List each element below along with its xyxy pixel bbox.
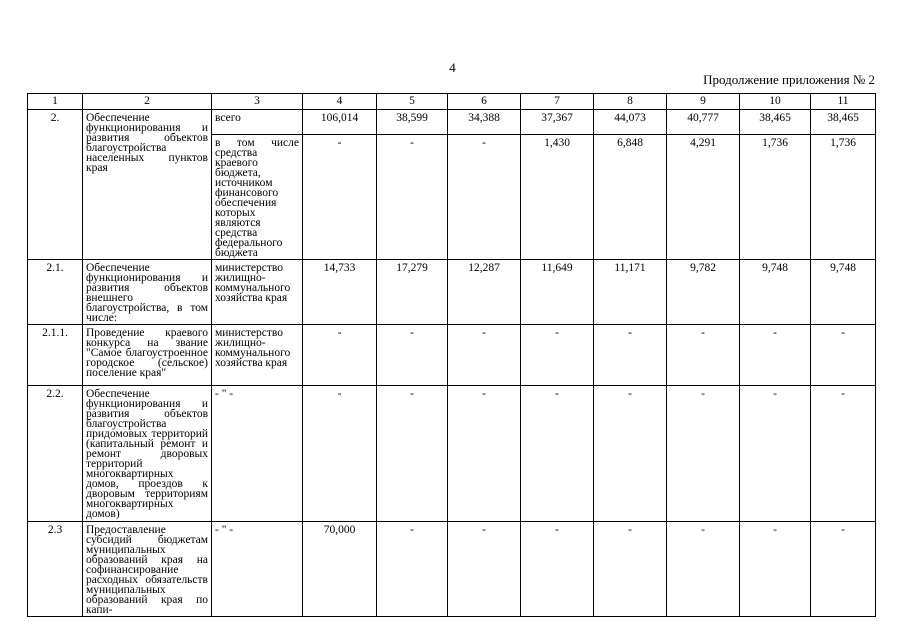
page-number: 4: [449, 60, 456, 75]
row-value: -: [811, 386, 876, 522]
header-cell: 5: [377, 94, 448, 110]
row-value: -: [377, 386, 448, 522]
row-name: Проведение краевого конкурса на звание "Самое благоустроенное городское (сельское) поселение края": [83, 325, 212, 386]
row-value: -: [521, 522, 594, 617]
header-cell: 2: [83, 94, 212, 110]
row-value: -: [594, 522, 667, 617]
row-value: -: [448, 386, 521, 522]
row-value: 34,388: [448, 110, 521, 135]
row-value: 38,599: [377, 110, 448, 135]
row-value: 1,430: [521, 135, 594, 260]
row-value: -: [448, 135, 521, 260]
row-value: 70,000: [303, 522, 377, 617]
row-name: Обеспечение функционирования и развития объектов внешнего благоустройства, в том числе:: [83, 260, 212, 325]
row-name: Обеспечение функционирования и развития объектов благоустройства населенных пунктов края: [83, 110, 212, 260]
row-value: 9,748: [811, 260, 876, 325]
row-value: -: [303, 386, 377, 522]
header-cell: 3: [212, 94, 303, 110]
table-row: [28, 110, 876, 135]
row-value: -: [740, 325, 811, 386]
row-value: 1,736: [740, 135, 811, 260]
row-value: -: [594, 386, 667, 522]
row-value: 44,073: [594, 110, 667, 135]
table-row: [28, 325, 876, 386]
row-value: -: [521, 386, 594, 522]
row-value: -: [448, 522, 521, 617]
continuation-label: Продолжение приложения № 2: [703, 72, 875, 87]
row-value: 4,291: [667, 135, 740, 260]
row-name: Предоставление субсидий бюджетам муниципальных образований края на софинансирование расходных обязательств муниципальных образований края по капи-: [83, 522, 212, 617]
row-value: 38,465: [740, 110, 811, 135]
row-value: -: [667, 522, 740, 617]
row-value: 106,014: [303, 110, 377, 135]
row-value: -: [594, 325, 667, 386]
table-row: [28, 386, 876, 522]
row-source: всего: [212, 110, 303, 135]
row-value: 38,465: [811, 110, 876, 135]
table-row: [28, 522, 876, 617]
row-value: -: [377, 135, 448, 260]
row-value: 12,287: [448, 260, 521, 325]
row-name: Обеспечение функционирования и развития объектов благоустройства придомовых территорий (капитальный ремонт и ремонт дворовых территорий многоквартирных домов, проездов к дворовым территориям многоквартирных домов): [83, 386, 212, 522]
row-value: -: [811, 325, 876, 386]
program-table: [27, 93, 876, 617]
row-value: -: [811, 522, 876, 617]
row-value: 9,748: [740, 260, 811, 325]
row-value: -: [667, 386, 740, 522]
row-value: 17,279: [377, 260, 448, 325]
row-number: 2.2.: [28, 386, 83, 522]
row-number: 2.: [28, 110, 83, 260]
row-number: 2.1.: [28, 260, 83, 325]
row-value: -: [448, 325, 521, 386]
row-value: 40,777: [667, 110, 740, 135]
row-value: 14,733: [303, 260, 377, 325]
header-cell: 6: [448, 94, 521, 110]
row-value: -: [377, 522, 448, 617]
row-source: в том числе средства краевого бюджета, источником финансового обеспечения которых являются средства федерального бюджета: [212, 135, 303, 260]
header-cell: 10: [740, 94, 811, 110]
row-value: -: [667, 325, 740, 386]
row-source: - " -: [212, 522, 303, 617]
row-source: - " -: [212, 386, 303, 522]
header-cell: 8: [594, 94, 667, 110]
row-value: -: [740, 386, 811, 522]
row-number: 2.3: [28, 522, 83, 617]
row-value: 6,848: [594, 135, 667, 260]
row-value: 1,736: [811, 135, 876, 260]
row-source: министерство жилищно-коммунального хозяйства края: [212, 260, 303, 325]
row-value: 37,367: [521, 110, 594, 135]
row-value: -: [377, 325, 448, 386]
table-row: [28, 260, 876, 325]
header-cell: 7: [521, 94, 594, 110]
row-source: министерство жилищно-коммунального хозяйства края: [212, 325, 303, 386]
header-cell: 1: [28, 94, 83, 110]
row-value: -: [521, 325, 594, 386]
row-number: 2.1.1.: [28, 325, 83, 386]
row-value: -: [303, 135, 377, 260]
row-value: -: [303, 325, 377, 386]
header-cell: 11: [811, 94, 876, 110]
row-value: -: [740, 522, 811, 617]
header-cell: 9: [667, 94, 740, 110]
row-value: 11,171: [594, 260, 667, 325]
row-value: 11,649: [521, 260, 594, 325]
row-value: 9,782: [667, 260, 740, 325]
header-row: [28, 94, 876, 110]
header-cell: 4: [303, 94, 377, 110]
